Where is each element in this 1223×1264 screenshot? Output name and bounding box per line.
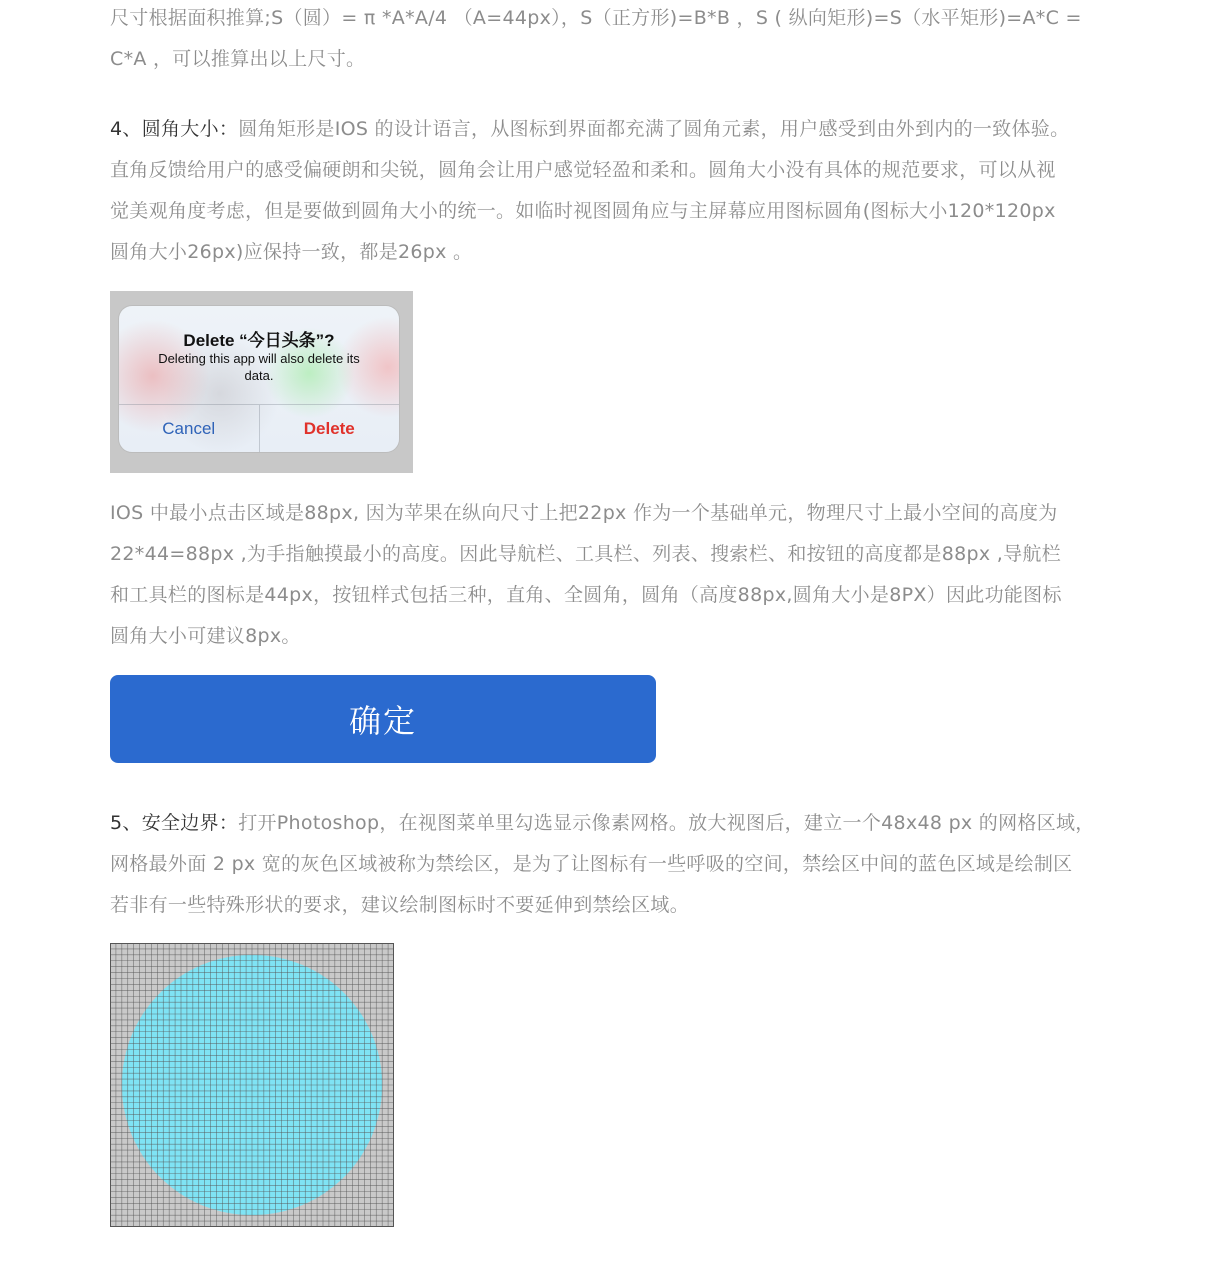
confirm-button[interactable]: 确定 — [110, 675, 656, 763]
section-heading: 4、圆角大小： — [110, 118, 239, 140]
alert-actions — [119, 404, 399, 452]
touch-area-paragraph — [110, 493, 1120, 657]
paragraph-line: 尺寸根据面积推算;S（圆）= π *A*A/4 （A=44px），S（正方形)=B*B ，S ( 纵向矩形)=S（水平矩形)=A*C = — [110, 7, 1082, 29]
paragraph-line: 22*44=88px ,为手指触摸最小的高度。因此导航栏、工具栏、列表、搜索栏、和按钮的高度都是88px ,导航栏 — [110, 543, 1061, 565]
area-formula-paragraph — [110, 0, 1120, 80]
cancel-button[interactable]: Cancel — [119, 405, 260, 452]
paragraph-line — [110, 109, 1120, 150]
paragraph-line: 网格最外面 2 px 宽的灰色区域被称为禁绘区，是为了让图标有一些呼吸的空间，禁绘区中间的蓝色区域是绘制区 — [110, 853, 1073, 875]
ios-alert-screenshot — [110, 291, 413, 473]
delete-button[interactable]: Delete — [303, 419, 355, 438]
paragraph-line: 觉美观角度考虑，但是要做到圆角大小的统一。如临时视图圆角应与主屏幕应用图标圆角(图标大小120*120px — [110, 200, 1056, 222]
alert-title: Delete “今日头条”? — [183, 331, 335, 350]
alert-message: Deleting this app will also delete its data. — [158, 351, 360, 383]
paragraph-line: 圆角大小26px)应保持一致，都是26px 。 — [110, 241, 473, 263]
corner-radius-paragraph — [110, 109, 1120, 273]
safe-area-paragraph — [110, 803, 1120, 926]
safe-area-grid — [110, 943, 394, 1227]
paragraph-text: 打开Photoshop，在视图菜单里勾选显示像素网格。放大视图后，建立一个48x48 px 的网格区域， — [238, 812, 1095, 834]
alert-dialog — [119, 306, 399, 452]
paragraph-line: C*A ，可以推算出以上尺寸。 — [110, 48, 366, 70]
paragraph-line — [110, 803, 1120, 844]
paragraph-line: 若非有一些特殊形状的要求，建议绘制图标时不要延伸到禁绘区域。 — [110, 894, 690, 916]
paragraph-line: 和工具栏的图标是44px，按钮样式包括三种，直角、全圆角，圆角（高度88px,圆角大小是8PX）因此功能图标 — [110, 584, 1062, 606]
pixel-grid-illustration — [110, 943, 394, 1227]
section-heading: 5、安全边界： — [110, 812, 239, 834]
paragraph-text: 圆角矩形是IOS 的设计语言，从图标到界面都充满了圆角元素，用户感受到由外到内的一致体验。 — [238, 118, 1070, 140]
paragraph-line: 直角反馈给用户的感受偏硬朗和尖锐，圆角会让用户感觉轻盈和柔和。圆角大小没有具体的规范要求，可以从视 — [110, 159, 1056, 181]
paragraph-line: 圆角大小可建议8px。 — [110, 625, 301, 647]
paragraph-line: IOS 中最小点击区域是88px, 因为苹果在纵向尺寸上把22px 作为一个基础单元，物理尺寸上最小空间的高度为 — [110, 502, 1058, 524]
